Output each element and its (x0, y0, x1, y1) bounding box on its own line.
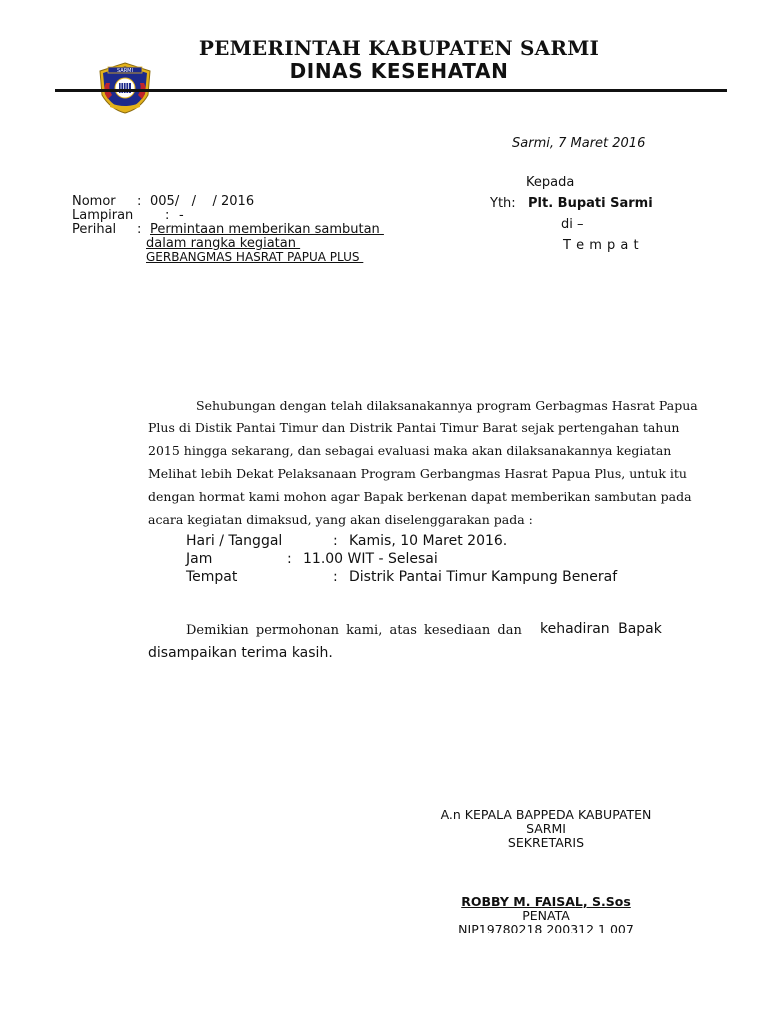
logo-text: SARMI (117, 68, 133, 74)
closing-line: kehadiran Bapak (540, 621, 662, 637)
signature-title: A.n KEPALA BAPPEDA KABUPATEN (440, 807, 652, 822)
letterhead-government-title: PEMERINTAH KABUPATEN SARMI (198, 36, 600, 60)
perihal-line: Permintaan memberikan sambutan (150, 222, 384, 237)
schedule-value: Kamis, 10 Maret 2016. (349, 533, 508, 549)
closing-line: Demikian permohonan kami, atas kesediaan dan (186, 623, 522, 638)
schedule-value: 11.00 WIT - Selesai (303, 551, 438, 567)
letter-date: Sarmi, 7 Maret 2016 (512, 136, 646, 151)
schedule-value: Distrik Pantai Timur Kampung Beneraf (349, 569, 618, 585)
lampiran-separator: : (165, 208, 170, 223)
letterhead-agency-title: DINAS KESEHATAN (289, 59, 509, 83)
perihal-line: dalam rangka kegiatan (146, 236, 301, 251)
body-line: 2015 hingga sekarang, dan sebagai evaluasi maka akan dilaksanakannya kegiatan (148, 443, 672, 458)
schedule-separator: : (287, 551, 292, 567)
body-line: Melihat lebih Dekat Pelaksanaan Program Gerbangmas Hasrat Papua Plus, untuk itu (148, 466, 687, 481)
recipient-kepada: Kepada (526, 175, 575, 190)
recipient-name: Plt. Bupati Sarmi (528, 196, 653, 211)
signature-title: SARMI (526, 821, 566, 836)
body-line: acara kegiatan dimaksud, yang akan diselenggarakan pada : (148, 512, 533, 527)
signatory-name: ROBBY M. FAISAL, S.Sos (461, 894, 631, 909)
body-line: dengan hormat kami mohon agar Bapak berkenan dapat memberikan sambutan pada (148, 489, 692, 504)
signatory-nip: NIP19780218 200312 1 007 (458, 922, 634, 933)
lampiran-value: - (179, 208, 184, 223)
signatory-rank: PENATA (522, 908, 570, 923)
perihal-label: Perihal (72, 222, 117, 237)
body-line: Plus di Distik Pantai Timur dan Distrik Pantai Timur Barat sejak pertengahan tahun (148, 420, 680, 435)
recipient-di: di – (561, 217, 584, 232)
nomor-separator: : (137, 194, 142, 209)
nomor-value: 005/ / / 2016 (150, 194, 255, 209)
schedule-label: Jam (186, 551, 213, 567)
schedule-label: Tempat (186, 569, 238, 585)
schedule-separator: : (333, 533, 338, 549)
perihal-line: GERBANGMAS HASRAT PAPUA PLUS (146, 250, 364, 264)
lampiran-label: Lampiran (72, 208, 134, 223)
recipient-tempat: T e m p a t (563, 238, 640, 253)
letterhead-divider (55, 89, 727, 92)
recipient-yth-label: Yth: (490, 196, 516, 211)
body-line: Sehubungan dengan telah dilaksanakannya program Gerbagmas Hasrat Papua (196, 398, 698, 413)
schedule-separator: : (333, 569, 338, 585)
nomor-label: Nomor (72, 194, 116, 209)
signature-role: SEKRETARIS (507, 835, 585, 850)
perihal-separator: : (137, 222, 142, 237)
closing-line: disampaikan terima kasih. (148, 645, 333, 661)
schedule-label: Hari / Tanggal (186, 533, 283, 549)
